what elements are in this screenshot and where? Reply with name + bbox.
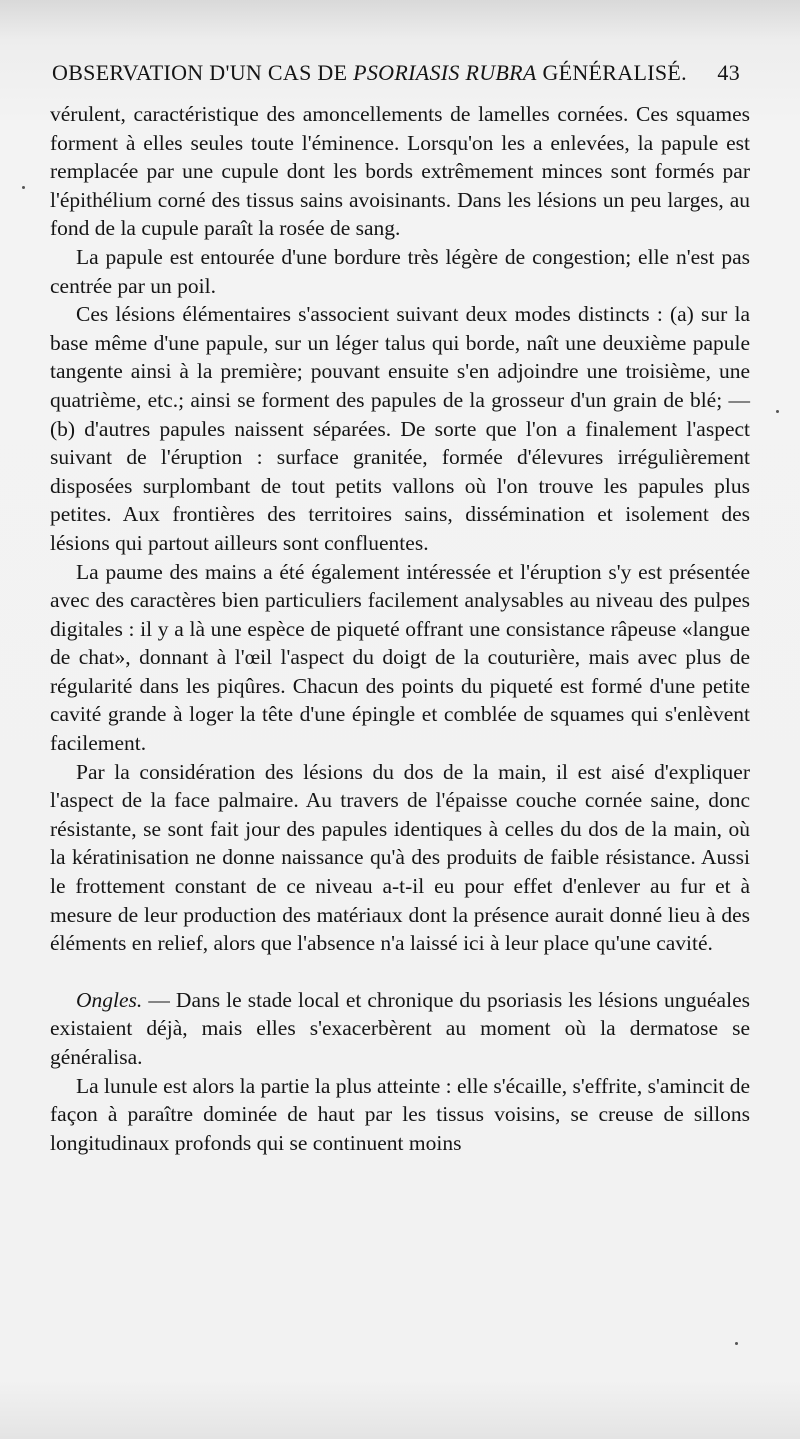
paragraph-continuation: vérulent, caractéristique des amoncellements de lamelles cornées. Ces squames forment à elles seules toute l'éminence. Lorsqu'on les a enlevées, la papule est remplacée par une cupule dont les bords extrêmement minces sont formés par l'épithélium corné des tissus sains avoisinants. Dans les lésions un peu larges, au fond de la cupule paraît la rosée de sang.: [50, 102, 750, 241]
title-suffix: GÉNÉRALISÉ.: [536, 60, 687, 85]
section-nails-text: — Dans le stade local et chronique du psoriasis les lésions unguéales existaient déjà, mais elles s'exacerbèrent au moment où la dermatose se généralisa.: [50, 987, 750, 1069]
page-number: 43: [717, 60, 740, 85]
paragraph-nails: [50, 986, 750, 1072]
paragraph-papule-border: La papule est entourée d'une bordure très légère de congestion; elle n'est pas centrée par un poil.: [50, 244, 750, 298]
running-title: [52, 60, 687, 86]
paragraph-lesion-association: Ces lésions élémentaires s'associent suivant deux modes distincts : (a) sur la base même d'une papule, sur un léger talus qui borde, naît une deuxième papule tangente ainsi à la première; pouvant ensuite s'en adjoindre une troisième, une quatrième, etc.; ainsi se forment des papules de la grosseur d'un grain de blé; — (b) d'autres papules naissent séparées. De sorte que l'on a finalement l'aspect suivant de l'éruption : surface granitée, formée d'élevures irrégulièrement disposées surplombant de tout petits vallons où l'on trouve les papules plus petites. Aux frontières des territoires sains, dissémination et isolement des lésions qui partout ailleurs sont confluentes.: [50, 302, 750, 555]
running-header: [52, 60, 740, 94]
print-speck: [22, 186, 25, 189]
paragraph-hand-dorsum: Par la considération des lésions du dos de la main, il est aisé d'expliquer l'aspect de la face palmaire. Au travers de l'épaisse couche cornée saine, donc résistante, se sont fait jour des papules identiques à celles du dos de la main, où la kératinisation ne donne naissance qu'à des produits de faible résistance. Aussi le frottement constant de ce niveau a-t-il eu pour effet d'enlever au fur et à mesure de leur production des matériaux dont la présence aurait donné lieu à des éléments en relief, alors que l'absence n'a laissé ici à leur place qu'une cavité.: [50, 759, 750, 956]
section-spacer: [50, 958, 750, 986]
body-text: [50, 100, 750, 1157]
paragraph-palm: La paume des mains a été également intéressée et l'éruption s'y est présentée avec des caractères bien particuliers facilement analysables au niveau des pulpes digitales : il y a là une espèce de piqueté offrant une consistance râpeuse «langue de chat», donnant à l'œil l'aspect du doigt de la couturière, mais avec plus de régularité dans les piqûres. Chacun des points du piqueté est formé d'une petite cavité grande à loger la tête d'une épingle et comblée de squames qui s'enlèvent facilement.: [50, 559, 750, 756]
print-speck: [776, 410, 779, 413]
title-prefix: OBSERVATION D'UN CAS DE: [52, 60, 354, 85]
title-italic: PSORIASIS RUBRA: [353, 60, 537, 85]
paragraph-lunula: La lunule est alors la partie la plus atteinte : elle s'écaille, s'effrite, s'amincit de façon à paraître dominée de haut par les tissus voisins, se creuse de sillons longitudinaux profonds qui se continuent moins: [50, 1073, 750, 1155]
print-speck: [735, 1342, 738, 1345]
section-title-nails: Ongles.: [76, 987, 143, 1012]
